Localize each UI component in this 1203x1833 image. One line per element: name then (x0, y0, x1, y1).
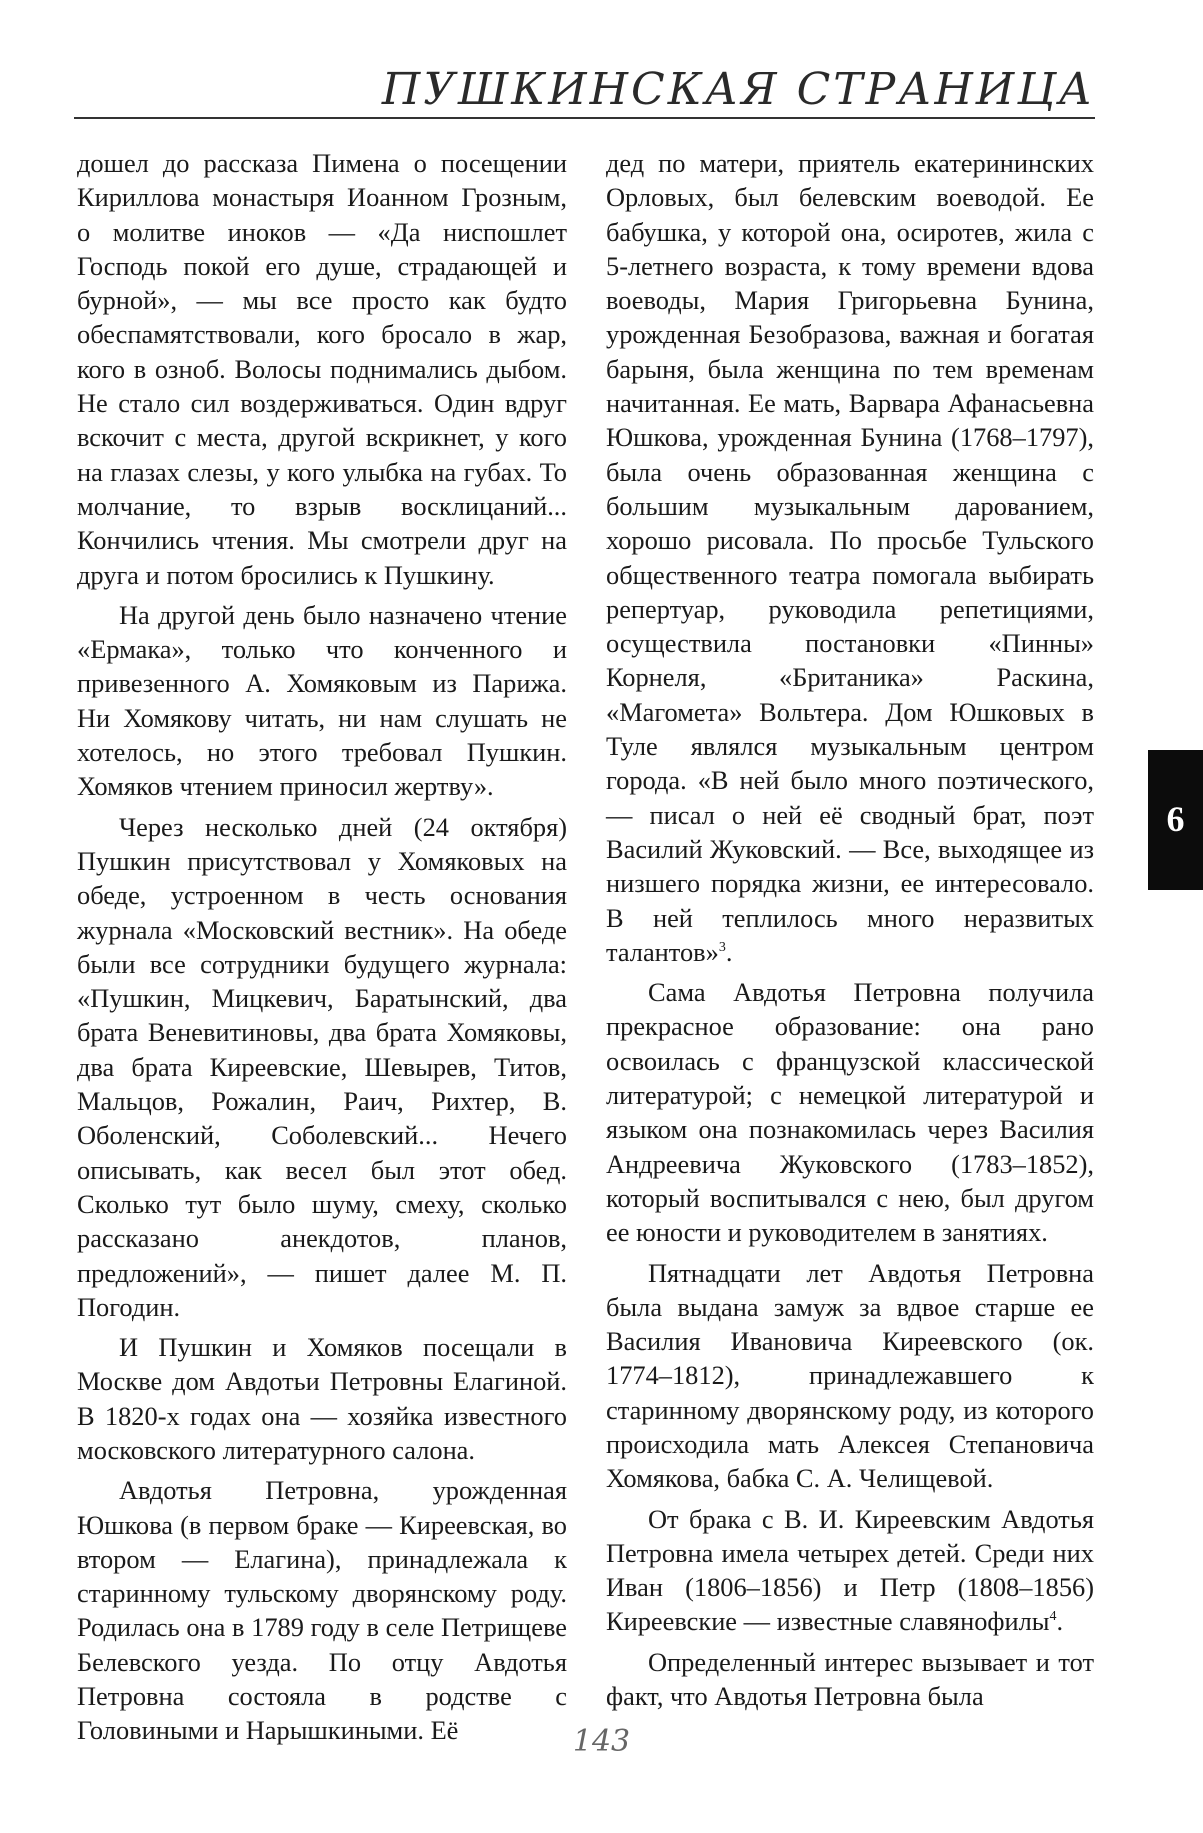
paragraph-text: дед по матери, приятель екатерининских Орловых, был белевским воеводой. Ее бабушка, у которой она, осиротев, жила с 5-летнего возраста, к тому времени вдова воеводы, Мария Григорьевна Бунина, урожденная Безобразова, важная и богатая барыня, была женщина по тем временам начитанная. Ее мать, Варвара Афанасьевна Юшкова, урожденная Бунина (1768–1797), была очень образованная женщина с большим музыкальным дарованием, хорошо рисовала. По просьбе Тульского общественного театра помогала выбирать репертуар, руководила репетициями, осуществила постановки «Пинны» Корнеля, «Британика» Раскина, «Магомета» Вольтера. Дом Юшковых в Туле являлся музыкальным центром города. «В ней было много поэтического, — писал о ней её сводный брат, поэт Василий Жуковский. — Все, выходящее из низшего порядка жизни, ее интересовало. В ней теплилось много неразвитых талантов» (606, 148, 1094, 967)
paragraph: дед по матери, приятель екатерининских Орловых, был белевским воеводой. Ее бабушка, у которой она, осиротев, жила с 5-летнего возраста, к тому времени вдова воеводы, Мария Григорьевна Бунина, урожденная Безобразова, важная и богатая барыня, была женщина по тем временам начитанная. Ее мать, Варвара Афанасьевна Юшкова, урожденная Бунина (1768–1797), была очень образованная женщина с большим музыкальным дарованием, хорошо рисовала. По просьбе Тульского общественного театра помогала выбирать репертуар, руководила репетициями, осуществила постановки «Пинны» Корнеля, «Британика» Раскина, «Магомета» Вольтера. Дом Юшковых в Туле являлся музыкальным центром города. «В ней было много поэтического, — писал о ней её сводный брат, поэт Василий Жуковский. — Все, выходящее из низшего порядка жизни, ее интересовало. В ней теплилось много неразвитых талантов»$^3$. (606, 148, 1094, 967)
footnote-ref: 3 (718, 940, 726, 956)
header-rule (74, 117, 1095, 119)
right-text-column (606, 146, 1094, 1719)
paragraph: Пятнадцати лет Авдотья Петровна была выдана замуж за вдвое старше ее Василия Ивановича Киреевского (ок. 1774–1812), принадлежавшего к старинному дворянскому роду, из которого происходила мать Алексея Степановича Хомякова, бабка С. А. Челищевой. (606, 1257, 1094, 1494)
paragraph-text: От брака с В. И. Киреевским Авдотья Петровна имела четырех детей. Среди них Иван (1806–1856) и Петр (1808–1856) Киреевские — известные славянофилы (606, 1503, 1094, 1637)
paragraph: дошел до рассказа Пимена о посещении Кириллова монастыря Иоанном Грозным, о молитве иноков — «Да ниспошлет Господь покой его душе, страдающей и бурной», — мы все просто как будто обеспамятствовали, кого бросало в жар, кого в озноб. Волосы поднимались дыбом. Не стало сил воздерживаться. Один вдруг вскочит с места, другой вскрикнет, у кого на глазах слезы, у кого улыбка на губах. То молчание, то взрыв восклицаний... Кончились чтения. Мы смотрели друг на друга и потом бросились к Пушкину. (77, 148, 567, 590)
running-header-title: ПУШКИНСКАЯ СТРАНИЦА (381, 64, 1095, 115)
paragraph: И Пушкин и Хомяков посещали в Москве дом Авдотьи Петровны Елагиной. В 1820-х годах она — хозяйка известного московского литературного салона. (77, 1332, 567, 1465)
footnote-ref: 4 (1049, 1609, 1057, 1625)
paragraph: Сама Авдотья Петровна получила прекрасное образование: она рано освоилась с французской классической литературой; с немецкой литературой и языком она познакомилась через Василия Андреевича Жуковского (1783–1852), который воспитывался с нею, был другом ее юности и руководителем в занятиях. (606, 977, 1094, 1248)
paragraph: На другой день было назначено чтение «Ермака», только что конченного и привезенного А. Хомяковым из Парижа. Ни Хомякову читать, ни нам слушать не хотелось, но этого требовал Пушкин. Хомяков чтением приносил жертву». (77, 599, 567, 802)
paragraph: Авдотья Петровна, урожденная Юшкова (в первом браке — Киреевская, во втором — Елагина), принадлежала к старинному тульскому дворянскому роду. Родилась она в 1789 году в селе Петрищеве Белевского уезда. По отцу Авдотья Петровна состояла в родстве с Головиными и Нарышкиными. Её (77, 1475, 567, 1746)
page-number: 143 (572, 1724, 631, 1759)
left-text-column (77, 146, 567, 1754)
paragraph: Через несколько дней (24 октября) Пушкин присутствовал у Хомяковых на обеде, устроенном в честь основания журнала «Московский вестник». На обеде были все сотрудники будущего журнала: «Пушкин, Мицкевич, Баратынский, два брата Веневитиновы, два брата Хомяковы, два брата Киреевские, Шевырев, Титов, Мальцов, Рожалин, Раич, Рихтер, В. Оболенский, Соболевский... Нечего описывать, как весел был этот обед. Сколько тут было шуму, смеху, сколько рассказано анекдотов, планов, предложений», — пишет далее М. П. Погодин. (77, 811, 567, 1322)
chapter-number: 6 (1166, 799, 1185, 839)
paragraph: От брака с В. И. Киреевским Авдотья Петровна имела четырех детей. Среди них Иван (1806–1856) и Петр (1808–1856) Киреевские — известные славянофилы$^4$. (606, 1503, 1094, 1637)
chapter-tab (1148, 750, 1203, 890)
paragraph: Определенный интерес вызывает и тот факт, что Авдотья Петровна была (606, 1646, 1094, 1712)
